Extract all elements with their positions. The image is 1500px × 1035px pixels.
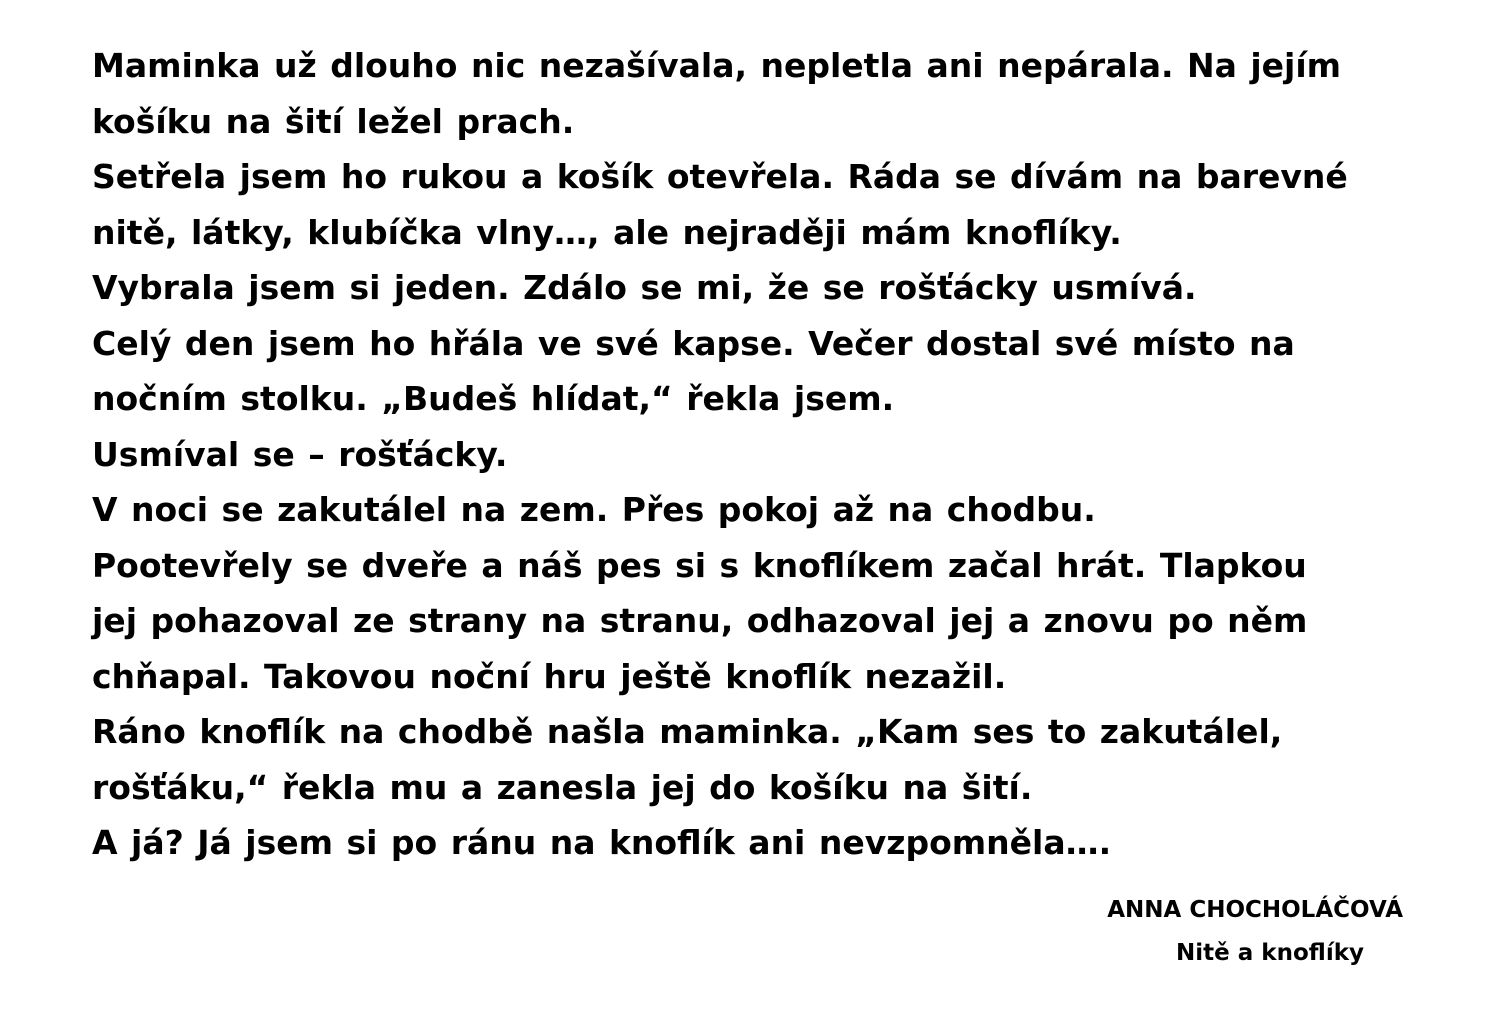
story-line: Maminka už dlouho nic nezašívala, nepletla ani nepárala. Na jejím [92,46,1342,85]
story-line: nitě, látky, klubíčka vlny…, ale nejraději mám knoflíky. [92,212,1122,252]
author-name: ANNA CHOCHOLÁČOVÁ [1107,897,1403,923]
story-line: Pootevřely se dveře a náš pes si s knoflíkem začal hrát. Tlapkou [92,545,1307,585]
story-line: rošťáku,“ řekla mu a zanesla jej do košíku na šití. [92,767,1033,807]
story-line: nočním stolku. „Budeš hlídat,“ řekla jsem. [92,379,895,418]
story-text [92,38,1432,871]
story-line: chňapal. Takovou noční hru ještě knoflík nezažil. [92,656,1007,696]
story-line: Usmíval se – rošťácky. [92,434,508,474]
story-line: Celý den jsem ho hřála ve své kapse. Večer dostal své místo na [92,323,1295,363]
story-line: V noci se zakutálel na zem. Přes pokoj až na chodbu. [92,490,1096,529]
story-line: Setřela jsem ho rukou a košík otevřela. Ráda se dívám na barevné [92,157,1348,196]
story-line: Vybrala jsem si jeden. Zdálo se mi, že se rošťácky usmívá. [92,268,1197,307]
story-line: košíku na šití ležel prach. [92,101,575,141]
story-line: A já? Já jsem si po ránu na knoflík ani nevzpomněla…. [92,823,1112,862]
story-line: Ráno knoflík na chodbě našla maminka. „Kam ses to zakutálel, [92,712,1283,751]
book-title: Nitě a knoflíky [1176,940,1364,966]
story-line: jej pohazoval ze strany na stranu, odhazoval jej a znovu po něm [92,601,1308,640]
